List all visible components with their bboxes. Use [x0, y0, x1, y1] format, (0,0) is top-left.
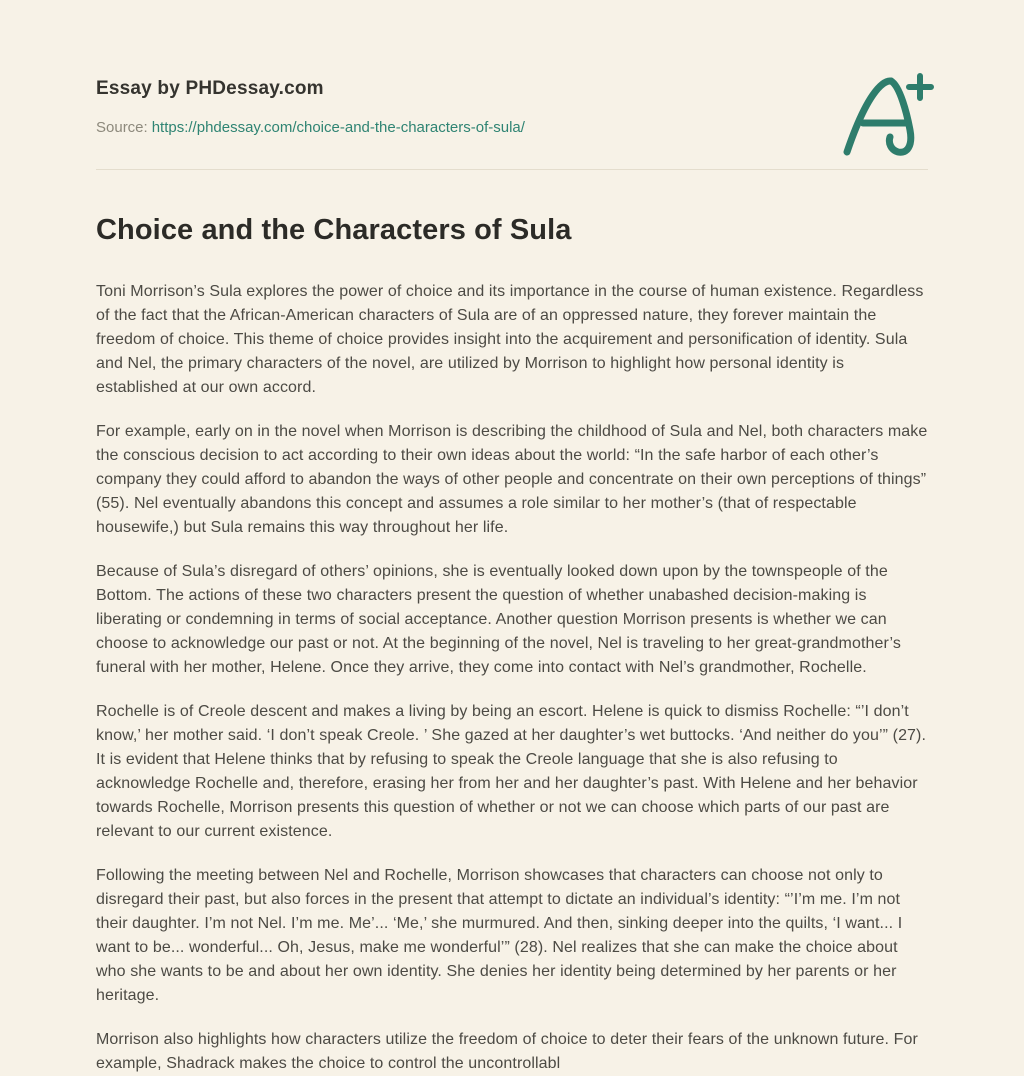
essay-paragraph: Toni Morrison’s Sula explores the power of choice and its importance in the course of human existence. Regardless of the fact that the African-American characters of Sula are of an oppressed nature, they forever maintain the freedom of choice. This theme of choice provides insight into the acquirement and personification of identity. Sula and Nel, the primary characters of the novel, are utilized by Morrison to highlight how personal identity is established at our own accord.: [96, 283, 924, 396]
essay-paragraph: Rochelle is of Creole descent and makes a living by being an escort. Helene is quick to dismiss Rochelle: “’I don’t know,’ her mother said. ‘I don’t speak Creole. ’ She gazed at her daughter’s wet buttocks. ‘And neither do you’” (27). It is evident that Helene thinks that by refusing to speak the Creole language that she is also refusing to acknowledge Rochelle and, therefore, erasing her from her and her daughter’s past. With Helene and her behavior towards Rochelle, Morrison presents this question of whether or not we can choose which parts of our past are relevant to our current existence.: [96, 703, 927, 840]
page-title: Choice and the Characters of Sula: [96, 214, 572, 246]
essay-paragraph: Because of Sula’s disregard of others’ opinions, she is eventually looked down upon by the townspeople of the Bottom. The actions of these two characters present the question of whether unabashed decision-making is liberating or condemning in terms of social acceptance. Another question Morrison presents is whether we can choose to acknowledge our past or not. At the beginning of the novel, Nel is traveling to her great-grandmother’s funeral with her mother, Helene. Once they arrive, they come into contact with Nel’s grandmother, Rochelle.: [96, 563, 901, 676]
essay-paragraph: Following the meeting between Nel and Rochelle, Morrison showcases that characters can choose not only to disregard their past, but also forces in the present that attempt to dictate an individual’s identity: “’I’m me. I’m not their daughter. I’m not Nel. I’m me. Me’... ‘Me,’ she murmured. And then, sinking deeper into the quilts, ‘I want... I want to be... wonderful... Oh, Jesus, make me wonderful’” (28). Nel realizes that she can make the choice about who she wants to be and about her own identity. She denies her identity being determined by her parents or her heritage.: [96, 867, 903, 1004]
essay-paragraph: For example, early on in the novel when Morrison is describing the childhood of Sula and Nel, both characters make the conscious decision to act according to their own ideas about the world: “In the safe harbor of each other’s company they could afford to abandon the ways of other people and concentrate on their own perceptions of things” (55). Nel eventually abandons this concept and assumes a role similar to her mother’s (that of respectable housewife,) but Sula remains this way throughout her life.: [96, 423, 928, 536]
essay-body: [96, 280, 928, 1076]
phdessay-logo-icon: [840, 70, 936, 160]
essay-paragraph: Morrison also highlights how characters utilize the freedom of choice to deter their fears of the unknown future. For example, Shadrack makes the choice to control the uncontrollabl: [96, 1031, 918, 1072]
divider: [96, 169, 928, 170]
byline: Essay by PHDessay.com: [96, 78, 324, 99]
source-label: Source:: [96, 119, 148, 136]
source-line: [96, 119, 928, 136]
source-link[interactable]: https://phdessay.com/choice-and-the-characters-of-sula/: [151, 119, 525, 136]
